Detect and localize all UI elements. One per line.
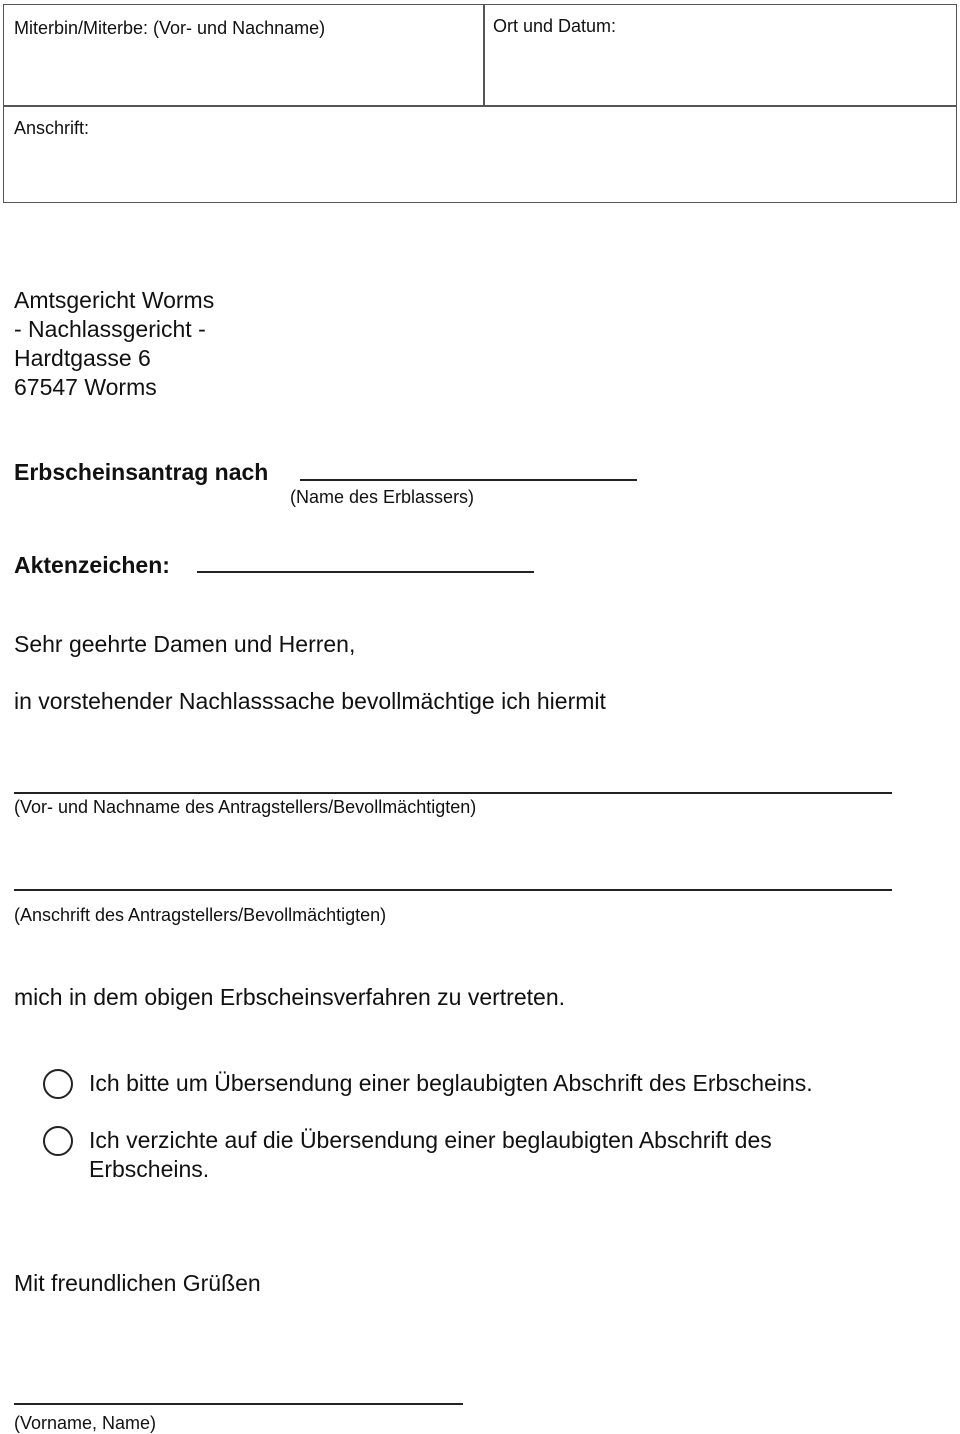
option-waive-copy-radio[interactable] (43, 1126, 73, 1156)
address-label: Anschrift: (14, 118, 90, 138)
signature-line[interactable] (14, 1403, 463, 1405)
option-waive-copy-line-1: Ich verzichte auf die Übersendung einer beglaubigten Abschrift des (89, 1127, 772, 1153)
place-date-label: Ort und Datum: (493, 16, 617, 36)
place-date-field[interactable] (493, 16, 616, 37)
closing-sentence: mich in dem obigen Erbscheinsverfahren zu vertreten. (14, 984, 566, 1010)
option-request-copy-radio[interactable] (43, 1069, 73, 1099)
greeting: Mit freundlichen Grüßen (14, 1270, 261, 1296)
file-ref-line[interactable] (197, 571, 534, 573)
deceased-name-hint: (Name des Erblassers) (290, 487, 475, 507)
salutation: Sehr geehrte Damen und Herren, (14, 631, 356, 657)
address-field[interactable] (14, 118, 89, 139)
option-waive-copy-label (89, 1126, 772, 1184)
option-request-copy-label: Ich bitte um Übersendung einer beglaubigten Abschrift des Erbscheins. (89, 1070, 813, 1096)
agent-address-hint: (Anschrift des Antragstellers/Bevollmächtigten) (14, 905, 387, 925)
agent-name-hint: (Vor- und Nachname des Antragstellers/Bevollmächtigten) (14, 797, 477, 817)
heir-name-field[interactable] (14, 18, 325, 39)
recipient-line-1: Amtsgericht Worms (14, 287, 215, 313)
intro-text: in vorstehender Nachlasssache bevollmächtige ich hiermit (14, 688, 606, 714)
agent-address-line[interactable] (14, 889, 892, 891)
recipient-line-3: Hardtgasse 6 (14, 345, 151, 371)
recipient-address (14, 286, 214, 402)
agent-name-line[interactable] (14, 792, 892, 794)
header-divider-vertical (483, 5, 485, 105)
recipient-line-4: 67547 Worms (14, 374, 157, 400)
file-ref-label: Aktenzeichen: (14, 552, 170, 578)
header-form-box (3, 4, 957, 203)
header-divider-horizontal (4, 105, 956, 107)
heir-name-label: Miterbin/Miterbe: (Vor- und Nachname) (14, 18, 326, 38)
option-waive-copy-line-2: Erbscheins. (89, 1156, 210, 1182)
deceased-name-line[interactable] (300, 479, 637, 481)
signature-hint: (Vorname, Name) (14, 1413, 157, 1433)
recipient-line-2: - Nachlassgericht - (14, 316, 206, 342)
subject-title: Erbscheinsantrag nach (14, 459, 269, 485)
